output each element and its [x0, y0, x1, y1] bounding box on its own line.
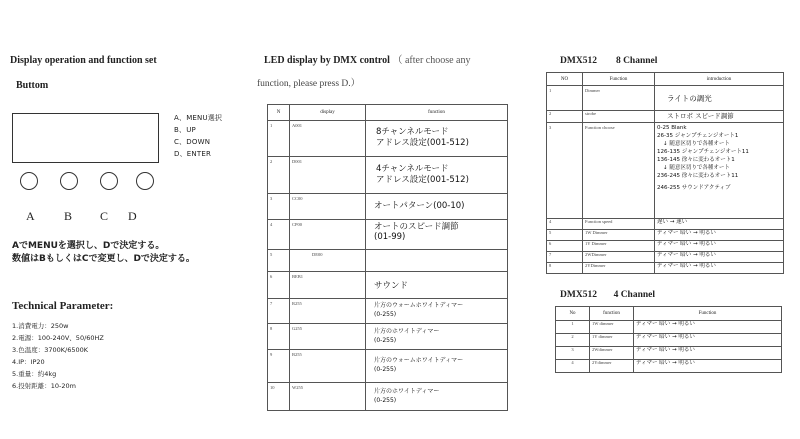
middle-title [264, 51, 470, 66]
row-function: 片方のホワイトディマー (0-255) [366, 383, 508, 411]
middle-title-line2: function, please press D.） [257, 79, 361, 89]
row-n: 6 [268, 272, 290, 299]
row-intro: ディマー 暗い → 明るい [655, 252, 784, 263]
table-row [547, 230, 784, 241]
row-n: 9 [268, 350, 290, 383]
legend-c: C、DOWN [174, 138, 211, 146]
row-intro: 遅い → 速い [655, 219, 784, 230]
row-display: W255 [290, 383, 366, 411]
middle-title-bold: LED display by DMX control [264, 55, 390, 66]
instruction-line-1: AでMENUを選択し、Dで決定する。 [12, 241, 165, 251]
row-function: オートパターン(00-10) [366, 194, 508, 220]
table-row [556, 321, 782, 334]
table-row [556, 360, 782, 373]
row-display: B255 [290, 350, 366, 383]
table-header-row [268, 105, 508, 121]
row-no: 2 [556, 334, 590, 347]
row-function: strobe [583, 111, 655, 123]
row-function: オートのスピード調節 (01-99) [366, 220, 508, 250]
table-row [268, 220, 508, 250]
row-no: 5 [547, 230, 583, 241]
row-function: Function speed [583, 219, 655, 230]
button-legend [174, 112, 222, 160]
row-function: 8チャンネルモード アドレス設定(001-512) [366, 121, 508, 157]
row-intro: ディマー 暗い → 明るい [655, 263, 784, 274]
header-no: NO [547, 73, 583, 86]
button-c-label: C [100, 209, 109, 223]
table-row [556, 334, 782, 347]
row-function: 2Wdimmer [590, 347, 634, 360]
dmx-8ch-title: DMX512 8 Channel [560, 56, 658, 66]
row-no: 1 [556, 321, 590, 334]
row-no: 8 [547, 263, 583, 274]
display-panel [12, 113, 159, 163]
row-n: 2 [268, 157, 290, 194]
row-n: 5 [268, 250, 290, 272]
dmx-4ch-title: DMX512 4 Channel [560, 290, 656, 300]
row-display: R255 [290, 299, 366, 324]
row-function: 片方のホワイトディマー (0-255) [366, 324, 508, 350]
row-n: 8 [268, 324, 290, 350]
row-no: 3 [547, 123, 583, 219]
row-display: D001 [290, 157, 366, 194]
header-function: Function [583, 73, 655, 86]
legend-d: D、ENTER [174, 150, 212, 158]
row-intro: ディマー 暗い → 明るい [655, 230, 784, 241]
row-function: 片方のウォームホワイトディマー (0-255) [366, 299, 508, 324]
table-row [268, 272, 508, 299]
button-c-circle [100, 172, 118, 190]
header-display: display [290, 105, 366, 121]
row-function: 1W Dimmer [583, 230, 655, 241]
row-intro: 0-25 Blank 26-35 ジャンプチェンジオート1 ↓ 随意区切りで各種オート 126-135 ジャンプチェンジオート11 136-145 徐々に変わるオート1 ↓ 随意区切りで各種オート 236-245 徐々に変わるオート11 246-255 サウンドアクティブ [655, 123, 784, 219]
row-function: 1W dimmer [590, 321, 634, 334]
table-header-row [556, 307, 782, 321]
row-n: 4 [268, 220, 290, 250]
table-row [556, 347, 782, 360]
header-function-desc: Function [634, 307, 782, 321]
tech-param: 2.電源：100-240V、50/60HZ [12, 334, 104, 342]
row-function: 片方のウォームホワイトディマー (0-255) [366, 350, 508, 383]
row-n: 10 [268, 383, 290, 411]
table-row [547, 263, 784, 274]
table-row [268, 324, 508, 350]
legend-b: B、UP [174, 126, 196, 134]
row-function [366, 250, 508, 272]
dmx-8ch-table [546, 72, 784, 274]
display-table [267, 104, 508, 411]
table-row [268, 383, 508, 411]
row-display: CP00 [290, 220, 366, 250]
button-d-label: D [128, 209, 137, 223]
table-row [547, 219, 784, 230]
button-a-label: A [26, 209, 35, 223]
section-title: Display operation and function set [10, 55, 157, 66]
row-intro: ライトの調光 [655, 86, 784, 111]
tech-param: 4.IP：IP20 [12, 358, 45, 366]
row-function: 2WDimmer [583, 252, 655, 263]
row-display: DE00 [290, 250, 366, 272]
row-n: 1 [268, 121, 290, 157]
row-intro: ディマー 暗い → 明るい [634, 321, 782, 334]
dmx-4ch-table [555, 306, 782, 373]
tech-param: 3.色温度：3700K/6500K [12, 346, 89, 354]
row-function: Function choose [583, 123, 655, 219]
button-b-label: B [64, 209, 73, 223]
row-function: Dimmer [583, 86, 655, 111]
table-row [547, 252, 784, 263]
row-function: サウンド [366, 272, 508, 299]
header-introduction: introduction [655, 73, 784, 86]
row-no: 7 [547, 252, 583, 263]
header-n: N [268, 105, 290, 121]
row-intro: ディマー 暗い → 明るい [634, 334, 782, 347]
table-row [547, 86, 784, 111]
instruction-line-2: 数値はBもしくはCで変更し、Dで決定する。 [12, 254, 195, 264]
tech-title: Technical Parameter: [12, 300, 114, 312]
middle-title-rest: （ after choose any [392, 55, 471, 66]
row-display: G255 [290, 324, 366, 350]
table-row [268, 250, 508, 272]
table-header-row [547, 73, 784, 86]
row-function: 2Ydimmer [590, 360, 634, 373]
row-no: 4 [556, 360, 590, 373]
row-function: 2YDimmer [583, 263, 655, 274]
table-row [547, 241, 784, 252]
row-display: CC00 [290, 194, 366, 220]
tech-param: 6.投射距離：10-20m [12, 382, 76, 390]
row-function: 1Y dimmer [590, 334, 634, 347]
table-row [268, 194, 508, 220]
table-row [547, 111, 784, 123]
row-intro: ディマー 暗い → 明るい [655, 241, 784, 252]
row-n: 7 [268, 299, 290, 324]
row-intro: ディマー 暗い → 明るい [634, 360, 782, 373]
table-row [268, 299, 508, 324]
table-row [268, 350, 508, 383]
row-no: 6 [547, 241, 583, 252]
row-display: A001 [290, 121, 366, 157]
header-function: function [366, 105, 508, 121]
button-b-circle [60, 172, 78, 190]
table-row [268, 157, 508, 194]
row-function: 1Y Dimmer [583, 241, 655, 252]
row-no: 1 [547, 86, 583, 111]
row-no: 4 [547, 219, 583, 230]
table-row [547, 123, 784, 219]
row-intro: ディマー 暗い → 明るい [634, 347, 782, 360]
table-row [268, 121, 508, 157]
tech-param: 5.重量：約4kg [12, 370, 57, 378]
buttom-title: Buttom [16, 80, 49, 91]
row-no: 3 [556, 347, 590, 360]
legend-a: A、MENU選択 [174, 114, 223, 122]
row-function: 4チャンネルモード アドレス設定(001-512) [366, 157, 508, 194]
header-function: function [590, 307, 634, 321]
button-d-circle [136, 172, 154, 190]
row-no: 2 [547, 111, 583, 123]
header-no: No [556, 307, 590, 321]
tech-params [12, 320, 104, 392]
row-intro: ストロボ スピード調節 [655, 111, 784, 123]
row-n: 3 [268, 194, 290, 220]
row-display: BEB1 [290, 272, 366, 299]
button-a-circle [20, 172, 38, 190]
tech-param: 1.消費電力：250w [12, 322, 69, 330]
